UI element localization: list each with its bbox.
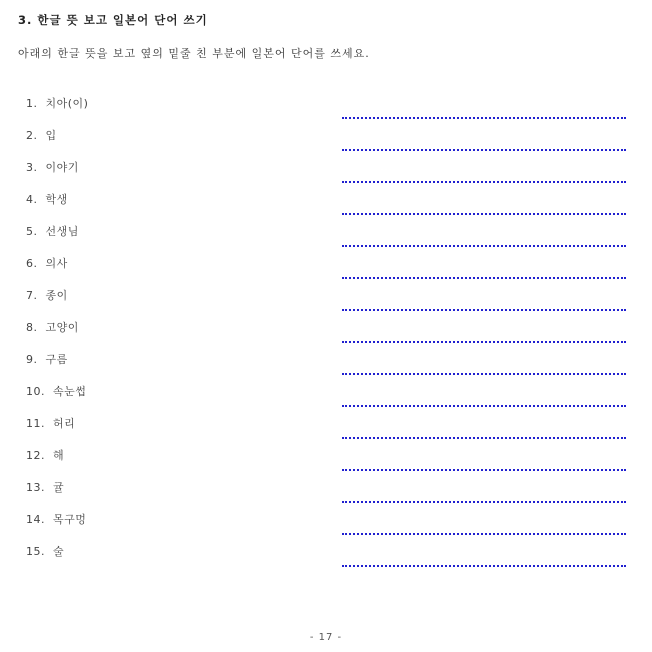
item-number: 12. bbox=[26, 449, 45, 462]
item-word: 속눈썹 bbox=[53, 385, 87, 398]
item-word: 종이 bbox=[45, 289, 68, 302]
item-number: 11. bbox=[26, 417, 45, 430]
item-number: 14. bbox=[26, 513, 45, 526]
list-item bbox=[26, 479, 64, 495]
item-number: 15. bbox=[26, 545, 45, 558]
list-item bbox=[26, 543, 64, 559]
list-item bbox=[26, 287, 68, 303]
list-item bbox=[26, 383, 86, 399]
answer-line[interactable] bbox=[342, 117, 626, 119]
item-number: 10. bbox=[26, 385, 45, 398]
item-number: 1. bbox=[26, 97, 38, 110]
answer-line[interactable] bbox=[342, 181, 626, 183]
list-item bbox=[26, 319, 79, 335]
item-number: 9. bbox=[26, 353, 38, 366]
answer-line[interactable] bbox=[342, 213, 626, 215]
page-number: - 17 - bbox=[309, 632, 343, 643]
item-number: 8. bbox=[26, 321, 38, 334]
item-word: 선생님 bbox=[45, 225, 79, 238]
answer-line[interactable] bbox=[342, 469, 626, 471]
list-item bbox=[26, 127, 57, 143]
item-word: 이야기 bbox=[45, 161, 79, 174]
list-item bbox=[26, 351, 68, 367]
answer-line[interactable] bbox=[342, 309, 626, 311]
answer-line[interactable] bbox=[342, 245, 626, 247]
answer-line[interactable] bbox=[342, 405, 626, 407]
item-word: 허리 bbox=[53, 417, 76, 430]
item-word: 해 bbox=[53, 449, 65, 462]
item-word: 고양이 bbox=[45, 321, 79, 334]
item-number: 7. bbox=[26, 289, 38, 302]
item-word: 치아(이) bbox=[45, 97, 89, 110]
list-item bbox=[26, 415, 75, 431]
item-number: 5. bbox=[26, 225, 38, 238]
list-item bbox=[26, 95, 88, 111]
item-number: 2. bbox=[26, 129, 38, 142]
list-item bbox=[26, 223, 79, 239]
item-number: 4. bbox=[26, 193, 38, 206]
item-number: 6. bbox=[26, 257, 38, 270]
answer-line[interactable] bbox=[342, 437, 626, 439]
list-item bbox=[26, 511, 86, 527]
item-word: 구름 bbox=[45, 353, 68, 366]
list-item bbox=[26, 255, 68, 271]
answer-line[interactable] bbox=[342, 341, 626, 343]
answer-line[interactable] bbox=[342, 533, 626, 535]
item-number: 13. bbox=[26, 481, 45, 494]
list-item bbox=[26, 159, 79, 175]
answer-line[interactable] bbox=[342, 277, 626, 279]
item-word: 의사 bbox=[45, 257, 68, 270]
section-title: 3. 한글 뜻 보고 일본어 단어 쓰기 bbox=[18, 13, 208, 27]
answer-line[interactable] bbox=[342, 149, 626, 151]
item-number: 3. bbox=[26, 161, 38, 174]
instruction-text: 아래의 한글 뜻을 보고 옆의 밑줄 친 부분에 일본어 단어를 쓰세요. bbox=[18, 47, 370, 60]
answer-line[interactable] bbox=[342, 501, 626, 503]
item-word: 귤 bbox=[53, 481, 65, 494]
item-word: 학생 bbox=[45, 193, 68, 206]
answer-line[interactable] bbox=[342, 373, 626, 375]
item-word: 입 bbox=[45, 129, 57, 142]
item-word: 목구멍 bbox=[53, 513, 87, 526]
list-item bbox=[26, 191, 68, 207]
list-item bbox=[26, 447, 64, 463]
answer-line[interactable] bbox=[342, 565, 626, 567]
item-word: 술 bbox=[53, 545, 65, 558]
